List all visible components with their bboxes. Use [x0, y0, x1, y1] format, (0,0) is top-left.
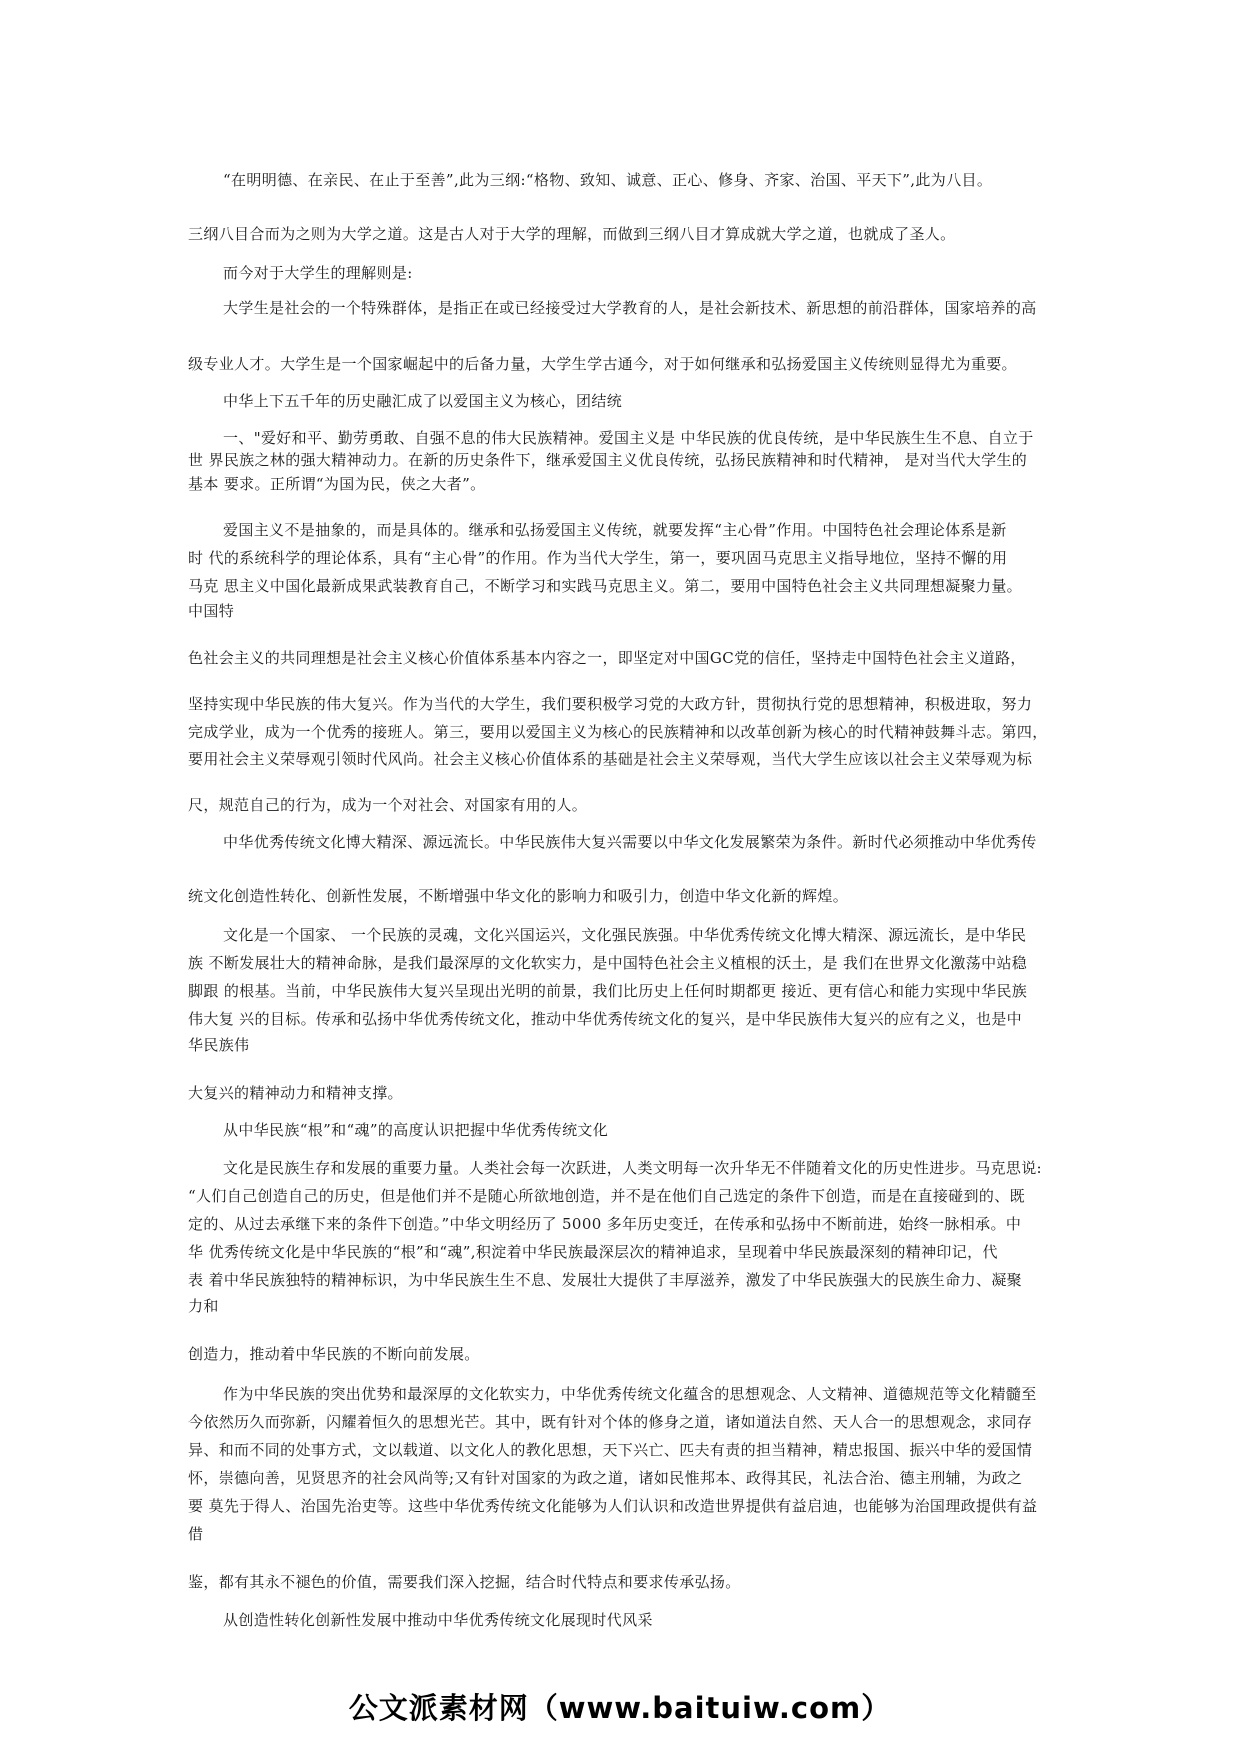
text-line: 要用社会主义荣辱观引领时代风尚。社会主义核心价值体系的基础是社会主义荣辱观，当代大学生应该以社会主义荣辱观为标 [188, 750, 1033, 768]
text-line: 族 不断发展壮大的精神命脉，是我们最深厚的文化软实力，是中国特色社会主义植根的沃土，是 我们在世界文化激荡中站稳 [188, 954, 1028, 972]
text-line: “人们自己创造自己的历史，但是他们并不是随心所欲地创造，并不是在他们自己选定的条件下创造，而是在直接碰到的、既 [188, 1187, 1025, 1205]
text-line: 尺，规范自己的行为，成为一个对社会、对国家有用的人。 [188, 796, 588, 814]
text-line: 大学生是社会的一个特殊群体，是指正在或已经接受过大学教育的人，是社会新技术、新思想的前沿群体，国家培养的高 [223, 299, 1037, 317]
text-line: 马克 思主义中国化最新成果武装教育自己，不断学习和实践马克思主义。第二，要用中国特色社会主义共同理想凝聚力量。 [188, 577, 1023, 595]
text-line: 文化是民族生存和发展的重要力量。人类社会每一次跃进，人类文明每一次升华无不伴随着文化的历史性进步。马克思说: [223, 1159, 1042, 1177]
text-line: 异、和而不同的处事方式，文以载道、以文化人的教化思想，天下兴亡、匹夫有责的担当精神，精忠报国、振兴中华的爱国情 [188, 1441, 1033, 1459]
footer-watermark: 公文派素材网（www.baituiw.com） [348, 1691, 892, 1725]
text-line: 坚持实现中华民族的伟大复兴。作为当代的大学生，我们要积极学习党的大政方针，贯彻执行党的思想精神，积极进取，努力 [188, 695, 1033, 713]
text-line: 大复兴的精神动力和精神支撑。 [188, 1084, 403, 1102]
text-line: 力和 [188, 1297, 219, 1315]
text-line: 基本 要求。正所谓“为国为民，侠之大者”。 [188, 475, 486, 493]
text-line: 华 优秀传统文化是中华民族的“根”和“魂”,积淀着中华民族最深层次的精神追求，呈现着中华民族最深刻的精神印记，代 [188, 1243, 998, 1261]
text-line: 中国特 [188, 602, 235, 620]
text-line: 定的、从过去承继下来的条件下创造。”中华文明经历了 5000 多年历史变迁，在传承和弘扬中不断前进，始终一脉相承。中 [188, 1215, 1022, 1233]
text-line: 脚跟 的根基。当前，中华民族伟大复兴呈现出光明的前景，我们比历史上任何时期都更 接近、更有信心和能力实现中华民族 [188, 982, 1028, 1000]
text-line: 创造力，推动着中华民族的不断向前发展。 [188, 1345, 480, 1363]
text-line: 作为中华民族的突出优势和最深厚的文化软实力，中华优秀传统文化蕴含的思想观念、人文精神、道德规范等文化精髓至 [223, 1385, 1037, 1403]
text-line: 今依然历久而弥新，闪耀着恒久的思想光芒。其中，既有针对个体的修身之道，诸如道法自然、天人合一的思想观念，求同存 [188, 1413, 1033, 1431]
text-line: 完成学业，成为一个优秀的接班人。第三，要用以爱国主义为核心的民族精神和以改革创新为核心的时代精神鼓舞斗志。第四， [188, 723, 1048, 741]
text-line: 从创造性转化创新性发展中推动中华优秀传统文化展现时代风采 [223, 1611, 653, 1629]
text-line: 爱国主义不是抽象的，而是具体的。继承和弘扬爱国主义传统，就要发挥“主心骨”作用。中国特色社会理论体系是新 [223, 521, 1007, 539]
text-line: 色社会主义的共同理想是社会主义核心价值体系基本内容之一，即坚定对中国GC党的信任，坚持走中国特色社会主义道路， [188, 649, 1026, 667]
text-line: 而今对于大学生的理解则是: [223, 264, 413, 282]
text-line: 中华上下五千年的历史融汇成了以爱国主义为核心，团结统 [223, 392, 623, 410]
text-line: 要 莫先于得人、治国先治吏等。这些中华优秀传统文化能够为人们认识和改造世界提供有益启迪，也能够为治国理政提供有益 [188, 1497, 1038, 1515]
text-line: 怀，崇德向善，见贤思齐的社会风尚等;又有针对国家的为政之道，诸如民惟邦本、政得其民，礼法合治、德主刑辅，为政之 [188, 1469, 1023, 1487]
text-line: 华民族伟 [188, 1036, 250, 1054]
text-line: 中华优秀传统文化博大精深、源远流长。中华民族伟大复兴需要以中华文化发展繁荣为条件。新时代必须推动中华优秀传 [223, 833, 1037, 851]
text-line: 从中华民族“根”和“魂”的高度认识把握中华优秀传统文化 [223, 1121, 609, 1139]
text-line: 世 界民族之林的强大精神动力。在新的历史条件下，继承爱国主义优良传统，弘扬民族精神和时代精神， 是对当代大学生的 [188, 451, 1028, 469]
text-line: 一、"爱好和平、勤劳勇敢、自强不息的伟大民族精神。爱国主义是 中华民族的优良传统，是中华民族生生不息、自立于 [223, 429, 1034, 447]
text-line: 伟大复 兴的目标。传承和弘扬中华优秀传统文化，推动中华优秀传统文化的复兴，是中华民族伟大复兴的应有之义，也是中 [188, 1010, 1023, 1028]
text-line: “在明明德、在亲民、在止于至善”,此为三纲:“格物、致知、诚意、正心、修身、齐家、治国、平天下”,此为八目。 [223, 171, 993, 189]
text-line: 鉴，都有其永不褪色的价值，需要我们深入挖掘，结合时代特点和要求传承弘扬。 [188, 1573, 741, 1591]
text-line: 借 [188, 1525, 204, 1543]
text-line: 级专业人才。大学生是一个国家崛起中的后备力量，大学生学古通今，对于如何继承和弘扬爱国主义传统则显得尤为重要。 [188, 355, 1017, 373]
text-line: 表 着中华民族独特的精神标识，为中华民族生生不息、发展壮大提供了丰厚滋养，激发了中华民族强大的民族生命力、凝聚 [188, 1271, 1023, 1289]
text-line: 时 代的系统科学的理论体系，具有“主心骨”的作用。作为当代大学生，第一，要巩固马克思主义指导地位，坚持不懈的用 [188, 549, 1008, 567]
text-line: 三纲八目合而为之则为大学之道。这是古人对于大学的理解，而做到三纲八目才算成就大学之道，也就成了圣人。 [188, 225, 956, 243]
text-line: 统文化创造性转化、创新性发展，不断增强中华文化的影响力和吸引力，创造中华文化新的辉煌。 [188, 887, 849, 905]
text-line: 文化是一个国家、 一个民族的灵魂，文化兴国运兴，文化强民族强。中华优秀传统文化博大精深、源远流长，是中华民 [223, 926, 1027, 944]
